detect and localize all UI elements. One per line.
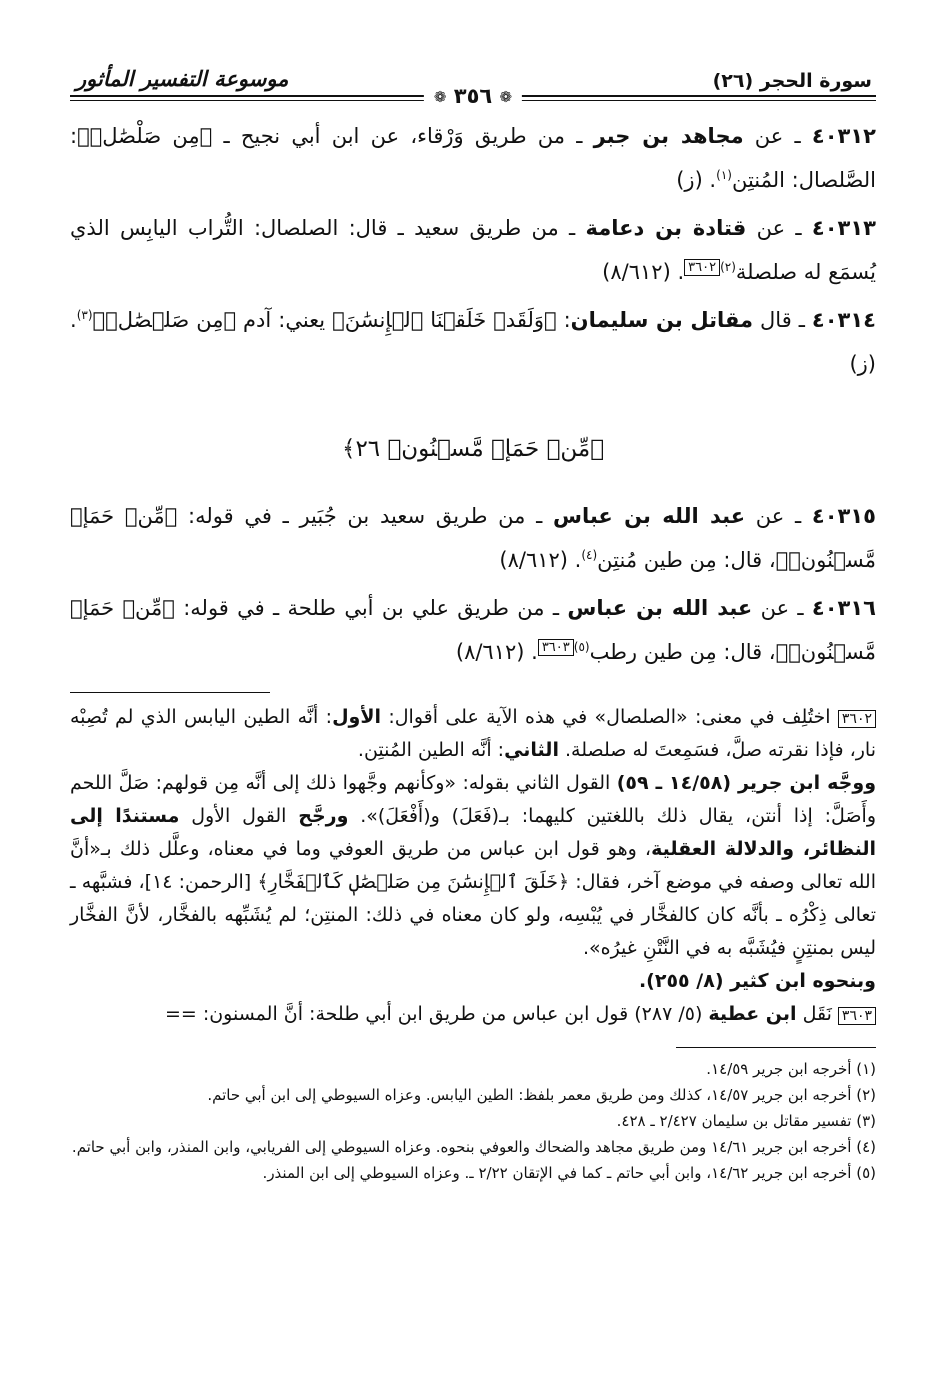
commentary-text: ، وهو قول ابن عباس من طريق العوفي وما في معناه، وعلَّل ذلك بـ«أنَّ الله تعالى وصفه في موضع آخر، فقال: ﴿خَلَقَ ٱلۡإِنسَٰنَ مِن صَلۡصَٰلٖ كَٱلۡفَخَّارِ﴾ [الرحمن: ١٤]، فشبَّهه ـ تعالى ذِكْرُه ـ بأنَّه كان كالفخَّار في يُبْسِه، ولو كان معناه في ذلك: المنتِن؛ لم يُشَبِّهه بالفخَّار، لأنَّ الفخَّار ليس بمنتِنٍ فيُشَبَّه به في النَّتْنِ غيرُه».: [70, 838, 877, 959]
verse-heading: ﴿مِّنۡ حَمَإٖ مَّسۡنُونٖ ٢٦﴾: [341, 436, 605, 462]
commentary-author: ابن عطية: [708, 1003, 797, 1025]
footnote-divider: [676, 1047, 876, 1048]
entry-lead: ـ عن: [745, 504, 812, 528]
entry-source: . (٨/٦١٢): [602, 260, 685, 284]
entry-number: ٤٠٣١٤: [811, 308, 876, 332]
narrator-name: مجاهد بن جبر: [593, 124, 744, 148]
narrator-name: عبد الله بن عباس: [567, 596, 753, 620]
commentary-number-box: ٣٦٠٢: [838, 710, 876, 728]
entry-number: ٤٠٣١٦: [811, 596, 876, 620]
ornament-icon: ❁: [433, 88, 447, 106]
entry-lead: ـ قال: [753, 308, 812, 332]
entry-text: : ﴿وَلَقَدۡ خَلَقۡنَا ٱلۡإِنسَٰنَ﴾ يعني: آدم ﴿مِن صَلۡصَٰلٖ﴾: [92, 308, 571, 332]
commentary-label: الأول: [332, 706, 382, 728]
entry-text: ـ من طريق سعيد ـ قال: الصلصال: التُّراب اليابِس الذي يُسمَع له صلصلة: [70, 216, 876, 284]
entry-source: . (٨/٦١٢): [455, 640, 538, 664]
narration-entry: [70, 586, 876, 674]
commentary-ref-box: ٣٦٠٣: [538, 639, 574, 656]
commentary-text: : أنَّه الطين اليابس الذي لم تُصِبْه نار، فإذا نقرته صلَّ، فسَمِعتَ له صلصلة.: [70, 706, 876, 761]
commentary-text: اختُلِف في معنى: «الصلصال» في هذه الآية على أقوال:: [381, 706, 838, 728]
commentary-block: [70, 701, 876, 1031]
entry-number: ٤٠٣١٣: [811, 216, 876, 240]
commentary-label: ورجَّح: [298, 805, 349, 827]
narrator-name: مقاتل بن سليمان: [570, 308, 754, 332]
commentary-text: القول الثاني بقوله: «وكأنهم وجَّهوا ذلك إلى أنَّه مِن قولهم: صَلَّ اللحم وأَصَلَّ: إذا أنتن، يقال ذلك باللغتين كليهما: بـ(فَعَلَ) و(أَفْعَلَ)».: [70, 772, 877, 827]
footnote-ref: (٢): [720, 260, 736, 274]
commentary-paragraph: [70, 767, 876, 965]
page-number: ٣٥٦: [453, 84, 493, 108]
footnote: (٤) أخرجه ابن جرير ١٤/٦١ ومن طريق مجاهد والضحاك والعوفي بنحوه. وعزاه السيوطي إلى الفريابي، وابن المنذر، وابن أبي حاتم.: [71, 1138, 876, 1156]
entry-lead: ـ عن: [752, 596, 812, 620]
document-page: [70, 60, 876, 1186]
surah-heading: سورة الحجر (٢٦): [712, 70, 872, 92]
commentary-ref-box: ٣٦٠٢: [684, 259, 720, 276]
narration-entry: [70, 298, 876, 386]
commentary-paragraph: [70, 998, 876, 1031]
entry-source: . (ز): [70, 308, 876, 376]
footnote: (٥) أخرجه ابن جرير ١٤/٦٢، وابن أبي حاتم ـ كما في الإتقان ٢/٢٢ ـ. وعزاه السيوطي إلى ابن المنذر.: [262, 1164, 876, 1182]
entry-number: ٤٠٣١٥: [811, 504, 876, 528]
narration-entry: [70, 206, 876, 294]
commentary-text: (٥/ ٢٨٧) قول ابن عباس من طريق ابن أبي طلحة: أنَّ المسنون: ==: [164, 1003, 709, 1025]
narrator-name: قتادة بن دعامة: [585, 216, 747, 240]
commentary-author: ووجَّه ابن جرير (١٤/٥٨ ـ ٥٩): [616, 772, 876, 794]
commentary-label: مستندًا إلى النظائر، والدلالة العقلية: [70, 805, 877, 860]
footnote: (٣) تفسير مقاتل بن سليمان ٢/٤٢٧ ـ ٤٢٨.: [616, 1112, 876, 1130]
commentary-divider: [70, 692, 270, 693]
commentary-text: القول الأول: [179, 805, 299, 827]
commentary-text: نَقَل: [796, 1003, 838, 1025]
commentary-text: : أنَّه الطين المُنتِن.: [357, 739, 505, 761]
commentary-label: الثاني: [504, 739, 559, 761]
footnote-ref: (٣): [76, 308, 93, 322]
narrator-name: عبد الله بن عباس: [553, 504, 746, 528]
page-header: [70, 60, 876, 110]
entry-text: ـ من طريق وَرْقاء، عن ابن أبي نجيح ـ ﴿مِن صَلْصَٰلٖ﴾: الصَّلصال: المُنتِن: [70, 124, 876, 192]
book-title: موسوعة التفسير المأثور: [76, 66, 289, 91]
footnote: (١) أخرجه ابن جرير ١٤/٥٩.: [706, 1060, 876, 1078]
entry-number: ٤٠٣١٢: [811, 124, 876, 148]
footnote-ref: (١): [716, 168, 732, 182]
commentary-paragraph: [70, 701, 876, 767]
narration-entry: [70, 494, 876, 582]
entry-lead: ـ عن: [746, 216, 812, 240]
footnotes: [70, 1056, 876, 1186]
entry-source: . (٨/٦١٢): [499, 548, 582, 572]
footnote: (٢) أخرجه ابن جرير ١٤/٥٧، كذلك ومن طريق معمر بلفظ: الطين اليابس. وعزاه السيوطي إلى ابن أبي حاتم.: [207, 1086, 876, 1104]
entry-text: ـ من طريق سعيد بن جُبَير ـ في قوله: ﴿مِّنۡ حَمَإٖ مَّسۡنُونٖ﴾، قال: مِن طين مُنتِن: [70, 504, 876, 572]
ornament-icon: ❁: [499, 88, 513, 106]
narration-entry: [70, 114, 876, 202]
entry-source: . (ز): [676, 168, 717, 192]
page-number-block: [424, 84, 522, 108]
footnote-ref: (٤): [581, 548, 598, 562]
footnote-ref: (٥): [573, 640, 590, 654]
commentary-paragraph: وبنحوه ابن كثير (٨/ ٢٥٥).: [638, 970, 876, 992]
entry-lead: ـ عن: [743, 124, 812, 148]
commentary-number-box: ٣٦٠٣: [838, 1007, 876, 1025]
entry-text: ـ من طريق علي بن أبي طلحة ـ في قوله: ﴿مِّنۡ حَمَإٖ مَّسۡنُونٖ﴾، قال: مِن طين رطب: [70, 596, 876, 664]
